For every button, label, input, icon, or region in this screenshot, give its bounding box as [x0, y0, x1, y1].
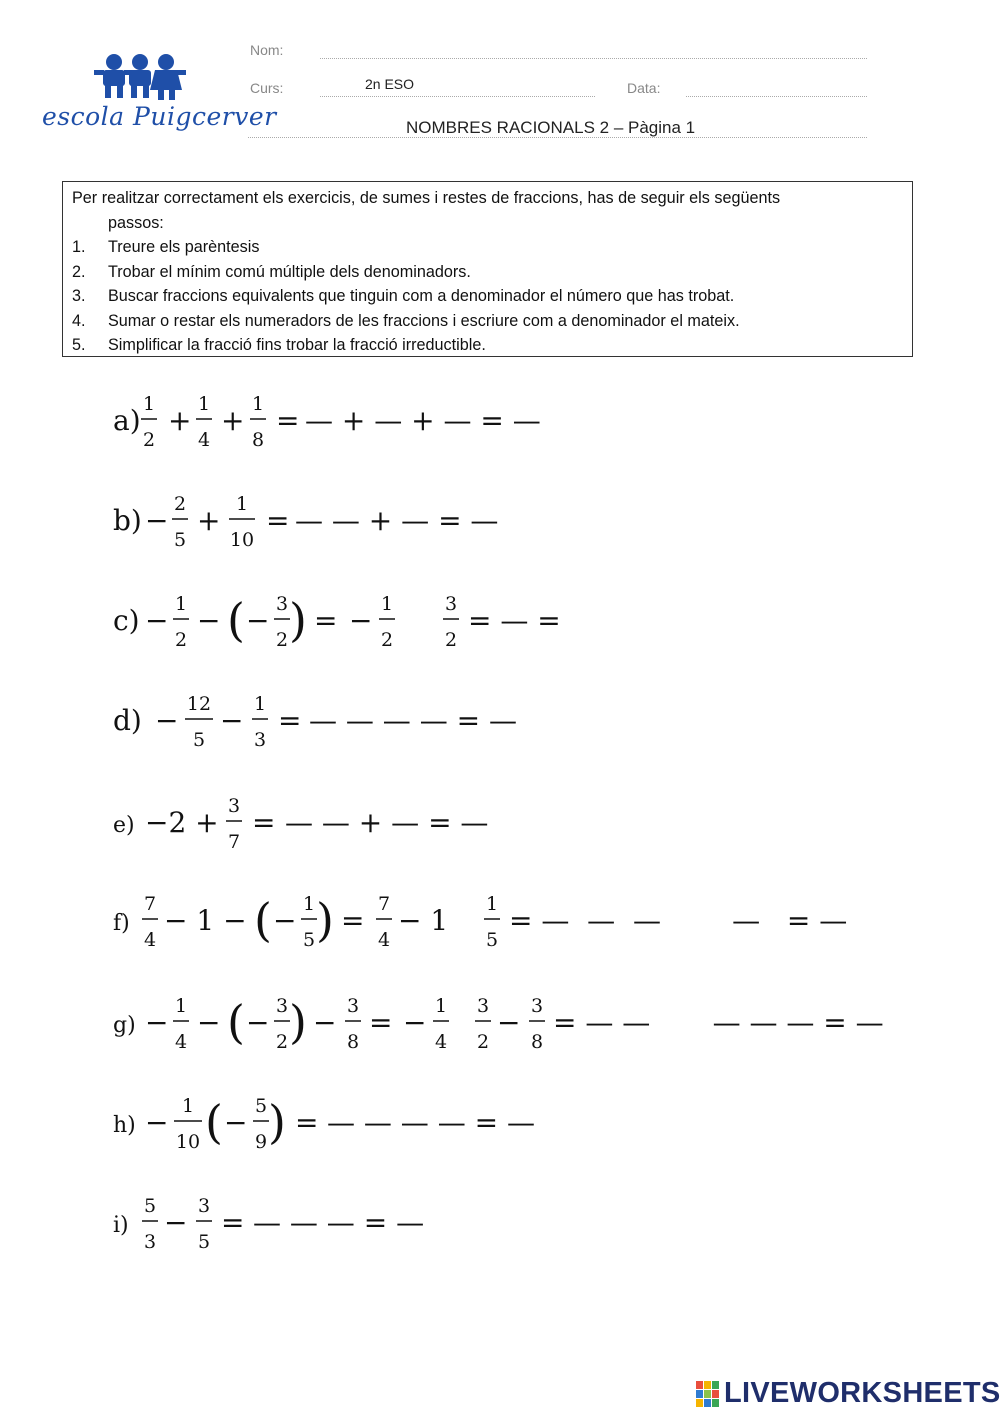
svg-text:5: 5: [197, 1231, 211, 1253]
exercise-f: [113, 888, 993, 958]
exercise-label: d): [113, 704, 142, 737]
svg-text:2: 2: [444, 629, 458, 651]
name-label: Nom:: [250, 42, 284, 58]
svg-text:5: 5: [254, 1095, 268, 1117]
svg-text:5: 5: [173, 529, 187, 551]
date-label: Data:: [627, 80, 661, 96]
svg-text:−: −: [164, 1206, 188, 1239]
svg-text:−: −: [145, 1006, 169, 1039]
name-field[interactable]: [320, 58, 867, 59]
svg-text:=: =: [278, 704, 302, 737]
instructions-intro: [72, 186, 904, 235]
instructions-box: [62, 181, 913, 357]
svg-text:9: 9: [254, 1131, 268, 1153]
svg-text:5: 5: [302, 929, 316, 951]
svg-text:(: (: [227, 995, 245, 1049]
svg-text:3: 3: [143, 1231, 157, 1253]
svg-text:−: −: [197, 604, 221, 637]
svg-text:12: 12: [186, 693, 212, 715]
svg-text:−: −: [220, 704, 244, 737]
svg-text:): ): [289, 593, 307, 647]
step-item: 5. Simplificar la fracció fins trobar la fracció irreductible.: [72, 336, 486, 354]
svg-text:3: 3: [227, 795, 241, 817]
svg-text:− 1: − 1: [398, 904, 449, 937]
exercise-label: b): [113, 504, 142, 537]
svg-text:5: 5: [192, 729, 206, 751]
svg-text:2: 2: [380, 629, 394, 651]
svg-text:4: 4: [143, 929, 157, 951]
svg-text:4: 4: [377, 929, 391, 951]
svg-text:−: −: [313, 1006, 337, 1039]
answer-blanks[interactable]: = — — — — = —: [509, 904, 848, 937]
svg-text:3: 3: [530, 995, 544, 1017]
svg-text:1: 1: [197, 393, 211, 415]
svg-text:3: 3: [253, 729, 267, 751]
answer-blanks[interactable]: — + — + — = —: [305, 404, 541, 437]
svg-text:=: =: [369, 1006, 393, 1039]
answer-blanks[interactable]: = — =: [468, 604, 561, 637]
date-field[interactable]: [686, 96, 867, 97]
svg-text:8: 8: [251, 429, 265, 451]
step-item: 3. Buscar fraccions equivalents que tinguin com a denominador el número que has trobat.: [72, 287, 735, 305]
svg-text:3: 3: [275, 995, 289, 1017]
svg-text:−: −: [246, 1006, 270, 1039]
svg-text:1: 1: [181, 1095, 195, 1117]
svg-text:7: 7: [143, 893, 157, 915]
svg-text:): ): [289, 995, 307, 1049]
svg-text:): ): [316, 893, 334, 947]
svg-text:4: 4: [174, 1031, 188, 1053]
svg-text:−: −: [155, 704, 179, 737]
svg-text:3: 3: [275, 593, 289, 615]
exercise-e: [113, 790, 993, 860]
svg-text:=: =: [314, 604, 338, 637]
svg-text:−: −: [273, 904, 297, 937]
svg-text:5: 5: [485, 929, 499, 951]
svg-text:(: (: [227, 593, 245, 647]
svg-text:3: 3: [476, 995, 490, 1017]
exercise-label: e): [113, 813, 135, 838]
svg-text:1: 1: [251, 393, 265, 415]
exercise-h: [113, 1090, 993, 1160]
exercise-a: [113, 388, 993, 458]
svg-text:1: 1: [253, 693, 267, 715]
svg-text:3: 3: [346, 995, 360, 1017]
svg-text:2: 2: [275, 629, 289, 651]
svg-text:1: 1: [174, 593, 188, 615]
svg-text:+: +: [221, 404, 245, 437]
svg-text:−2 +: −2 +: [145, 806, 219, 839]
svg-text:+: +: [197, 504, 221, 537]
svg-text:1: 1: [434, 995, 448, 1017]
course-field[interactable]: [320, 96, 595, 97]
intro-line-1: Per realitzar correctament els exercicis, de sumes i restes de fraccions, has de seguir els següents: [72, 189, 781, 207]
svg-text:−: −: [403, 1006, 427, 1039]
svg-text:5: 5: [143, 1195, 157, 1217]
course-label: Curs:: [250, 80, 284, 96]
answer-blanks[interactable]: = — — — — — = —: [553, 1006, 884, 1039]
svg-text:=: =: [266, 504, 290, 537]
exercise-g: [113, 990, 993, 1060]
svg-text:7: 7: [377, 893, 391, 915]
page-title: NOMBRES RACIONALS 2 – Pàgina 1: [406, 118, 696, 137]
svg-text:3: 3: [444, 593, 458, 615]
svg-text:−: −: [145, 1106, 169, 1139]
svg-text:2: 2: [173, 493, 187, 515]
answer-blanks[interactable]: — — + — = —: [285, 806, 489, 839]
step-item: 4. Sumar o restar els numeradors de les fraccions i escriure com a denominador el mateix.: [72, 311, 740, 330]
svg-text:−: −: [246, 604, 270, 637]
svg-text:=: =: [276, 404, 300, 437]
exercise-label: g): [113, 1013, 136, 1038]
exercise-b: [113, 488, 993, 558]
svg-text:1: 1: [174, 995, 188, 1017]
exercise-label: a): [113, 404, 141, 437]
svg-text:3: 3: [197, 1195, 211, 1217]
svg-text:=: =: [252, 806, 276, 839]
svg-text:1: 1: [380, 593, 394, 615]
step-item: 2. Trobar el mínim comú múltiple dels denominadors.: [72, 262, 471, 281]
svg-text:1: 1: [485, 893, 499, 915]
svg-text:2: 2: [275, 1031, 289, 1053]
answer-blanks[interactable]: — — + — = —: [295, 504, 499, 537]
answer-blanks[interactable]: — — — — = —: [309, 704, 517, 737]
svg-text:−: −: [145, 504, 169, 537]
svg-text:−: −: [224, 1106, 248, 1139]
svg-text:(: (: [205, 1095, 223, 1149]
svg-text:10: 10: [175, 1131, 201, 1153]
svg-text:1: 1: [235, 493, 249, 515]
svg-text:− 1 −: − 1 −: [164, 904, 247, 937]
svg-text:−: −: [349, 604, 373, 637]
svg-text:1: 1: [302, 893, 316, 915]
liveworksheets-brand: LIVEWORKSHEETS: [724, 1377, 1000, 1409]
answer-blanks[interactable]: — — — — = —: [327, 1106, 535, 1139]
step-item: 1. Treure els parèntesis: [72, 238, 260, 256]
svg-text:10: 10: [229, 529, 255, 551]
svg-text:=: =: [341, 904, 365, 937]
svg-text:1: 1: [142, 393, 156, 415]
svg-text:4: 4: [197, 429, 211, 451]
svg-text:8: 8: [346, 1031, 360, 1053]
svg-text:=: =: [295, 1106, 319, 1139]
exercise-label: c): [113, 604, 140, 637]
steps-list: [72, 235, 904, 358]
answer-blanks[interactable]: — — — = —: [253, 1206, 425, 1239]
exercise-label: h): [113, 1113, 136, 1138]
exercise-label: f): [113, 911, 130, 936]
svg-text:=: =: [221, 1206, 245, 1239]
svg-text:8: 8: [530, 1031, 544, 1053]
exercise-c: [113, 588, 993, 658]
exercise-label: i): [113, 1213, 129, 1238]
svg-text:2: 2: [142, 429, 156, 451]
svg-text:−: −: [497, 1006, 521, 1039]
school-name: escola Puigcerver: [42, 102, 277, 131]
svg-text:(: (: [254, 893, 272, 947]
svg-text:+: +: [168, 404, 192, 437]
svg-text:2: 2: [174, 629, 188, 651]
course-value: 2n ESO: [365, 76, 415, 92]
exercise-d: [113, 688, 993, 758]
exercise-i: [113, 1190, 993, 1260]
svg-text:−: −: [197, 1006, 221, 1039]
svg-text:): ): [268, 1095, 286, 1149]
svg-text:7: 7: [227, 831, 241, 853]
svg-text:−: −: [145, 604, 169, 637]
intro-line-2: passos:: [108, 213, 164, 232]
liveworksheets-logo-icon: [696, 1378, 720, 1410]
children-figures-icon: [42, 50, 192, 102]
svg-text:2: 2: [476, 1031, 490, 1053]
svg-text:4: 4: [434, 1031, 448, 1053]
